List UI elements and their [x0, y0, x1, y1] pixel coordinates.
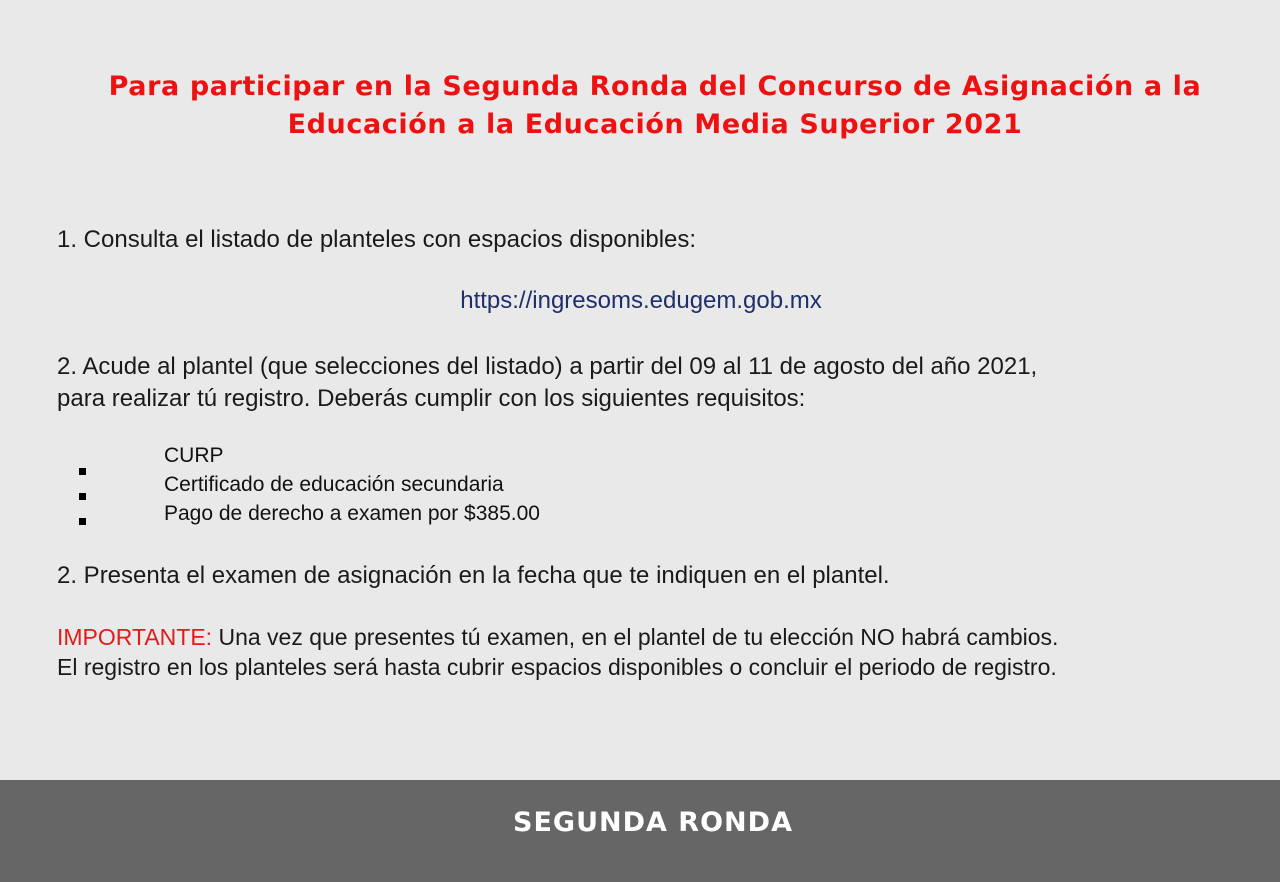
important-text-1: Una vez que presentes tú examen, en el plantel de tu elección NO habrá cambios.: [212, 624, 1059, 650]
requirement-item: Certificado de educación secundaria: [164, 473, 504, 496]
step-1-text: 1. Consulta el listado de planteles con espacios disponibles:: [57, 226, 697, 253]
important-line-2: El registro en los planteles será hasta cubrir espacios disponibles o concluir el periodo de registro.: [57, 654, 1057, 680]
important-label: IMPORTANTE:: [57, 624, 213, 650]
bullet-markers: [79, 468, 89, 543]
step-2-line-1: 2. Acude al plantel (que selecciones del listado) a partir del 09 al 11 de agosto del año 2021,: [57, 353, 1038, 380]
requirements-list: [164, 441, 540, 528]
requirement-item: Pago de derecho a examen por $385.00: [164, 502, 540, 525]
bullet-icon: [79, 493, 86, 500]
title-line-1: Para participar en la Segunda Ronda del Concurso de Asignación a la: [108, 71, 1202, 102]
step-2-text: [57, 351, 1037, 415]
step-2-line-2: para realizar tú registro. Deberás cumplir con los siguientes requisitos:: [57, 385, 806, 412]
bullet-icon: [79, 468, 86, 475]
important-line-1: [57, 622, 1058, 652]
requirement-item: CURP: [164, 444, 224, 467]
title-line-2: Educación a la Educación Media Superior 2021: [287, 109, 1023, 140]
bullet-icon: [79, 518, 86, 525]
important-notice: [57, 622, 1058, 682]
registration-link[interactable]: https://ingresoms.edugem.gob.mx: [460, 287, 822, 314]
step-3-text: 2. Presenta el examen de asignación en la fecha que te indiquen en el plantel.: [57, 562, 890, 589]
page-title: [70, 68, 1240, 144]
footer-label: SEGUNDA RONDA: [513, 807, 793, 838]
